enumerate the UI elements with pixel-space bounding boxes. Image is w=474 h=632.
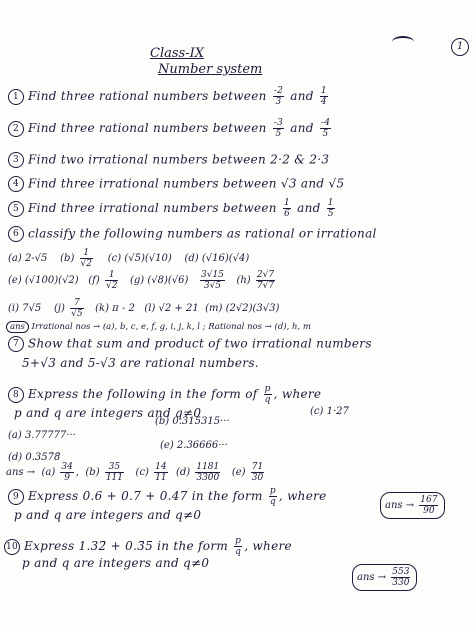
q8-option-e: (e) 2.36666··· [160,440,228,451]
question-9: 9 Express 0.6 + 0.7̄ + 0.47̄ in the form $\frac{p}{q}$ , where [8,486,327,507]
q6-options-row-3: (i) 7√5 (j) $\frac{7}{√5}$ (k) π - 2 (l) √2 + 21 (m) (2√2)(3√3) [8,298,280,319]
q6-options-row-2: (e) (√100)(√2) (f) $\frac{1}{√2}$ (g) (√8)(√6) $\frac{3√15}{3√5}$ (h) $\frac{2√7}{7√7}$ [8,270,275,291]
question-number: 4 [8,176,24,192]
question-10: 10 Express 1.32̄ + 0.3̄5̄ in the form $\frac{p}{q}$ , where [5,536,292,557]
question-text: classify the following numbers as rational or irrational [28,226,377,241]
q6-answer [6,322,311,332]
fraction: $\frac{35}{111}$ [105,462,123,483]
question-7-line-2: 5+√3 and 5-√3 are rational numbers. [22,356,259,370]
question-text: Find three irrational numbers between √3 and √5 [28,176,345,191]
question-text: Express 1.32̄ + 0.3̄5̄ in the form [24,539,229,553]
q10-answer [352,564,417,591]
fraction: $\frac{-4}{5}$ [320,118,331,139]
fraction: $\frac{1}{√2}$ [105,270,118,291]
subject-title: Number system [158,62,263,77]
fraction: $\frac{34}{9}$ [61,462,73,483]
question-9-line-2: p and q are integers and q≠0 [14,508,202,522]
answer-text: Irrational nos → (a), b, c, e, f, g, i, j, k, l ; Rational nos → (d), h, m [31,322,311,332]
q8-option-a: (a) 3.77777··· [8,430,76,441]
fraction: $\frac{71}{30}$ [251,462,264,483]
fraction: $\frac{p}{q}$ [264,384,271,405]
question-3 [8,152,329,168]
q9-answer [380,492,445,519]
question-1: 1 Find three rational numbers between $\frac{-2}{3}$ and $\frac{1}{4}$ [8,86,330,107]
q6-options-row-1: (a) 2-√5 (b) $\frac{1}{√2}$ (c) (√5)(√10) (d) (√16)(√4) [8,248,250,269]
fraction: $\frac{-2}{3}$ [273,86,284,107]
question-number: 7 [8,336,24,352]
fraction: $\frac{1}{4}$ [320,86,327,107]
question-number: 10 [4,539,20,555]
question-5: 5 Find three irrational numbers between $\frac{1}{6}$ and $\frac{1}{5}$ [8,198,337,219]
fraction: $\frac{1}{6}$ [283,198,290,219]
question-4 [8,176,344,192]
question-text: Show that sum and product of two irrational numbers [28,336,372,351]
question-10-line-2: p and q are integers and q≠0 [22,556,210,570]
question-2: 2 Find three rational numbers between $\frac{-3}{5}$ and $\frac{-4}{5}$ [8,118,333,139]
question-text: Express 0.6 + 0.7̄ + 0.47̄ in the form [28,489,263,503]
fraction: $\frac{167}{90}$ [420,495,438,516]
corner-scribble [392,36,414,48]
question-number: 6 [8,226,24,242]
question-number: 9 [8,489,24,505]
question-text: Find three rational numbers between [28,121,267,135]
question-8-line-2: p and q are integers and q≠0 [14,406,202,420]
fraction: $\frac{7}{√5}$ [71,298,83,319]
page-number: 1 [451,38,469,56]
question-text: Find two irrational numbers between 2·2 & 2·3 [28,152,330,167]
fraction: $\frac{1}{√2}$ [80,248,93,269]
question-text: Find three rational numbers between [28,89,267,103]
fraction: $\frac{p}{q}$ [269,486,276,507]
fraction: $\frac{2√7}{7√7}$ [256,270,275,291]
q8-option-c: (c) 1·27̄ [310,406,349,417]
fraction: $\frac{-3}{5}$ [273,118,284,139]
fraction: $\frac{3√15}{3√5}$ [200,270,224,291]
fraction: $\frac{p}{q}$ [235,536,242,557]
question-number: 2 [8,121,24,137]
fraction: $\frac{14}{11}$ [155,462,167,483]
answer-label: ans [6,321,29,333]
answer-label: ans → [357,572,387,583]
q8-answer: ans → (a) $\frac{34}{9}$ , (b) $\frac{35}{111}$ (c) $\frac{14}{11}$ (d) $\frac{1181}{3300}$ (e) $\frac{71}{30}$ [6,462,264,483]
question-7 [8,336,372,352]
fraction: $\frac{1}{5}$ [327,198,334,219]
answer-label: ans → [6,467,36,478]
class-label: Class-IX [150,46,204,61]
answer-label: ans → [385,500,415,511]
question-6 [8,226,377,242]
question-number: 5 [8,201,24,217]
question-number: 3 [8,152,24,168]
fraction: $\frac{1181}{3300}$ [196,462,220,483]
q8-option-b: (b) 0.315315··· [155,416,230,427]
q8-option-d: (d) 0.357̄8̄ [8,452,61,463]
question-8: 8 Express the following in the form of $\frac{p}{q}$ , where [8,384,321,405]
question-text: Express the following in the form of [28,387,258,401]
fraction: $\frac{553}{330}$ [392,567,410,588]
question-text: Find three irrational numbers between [28,201,277,215]
question-number: 8 [8,387,24,403]
question-number: 1 [8,89,24,105]
